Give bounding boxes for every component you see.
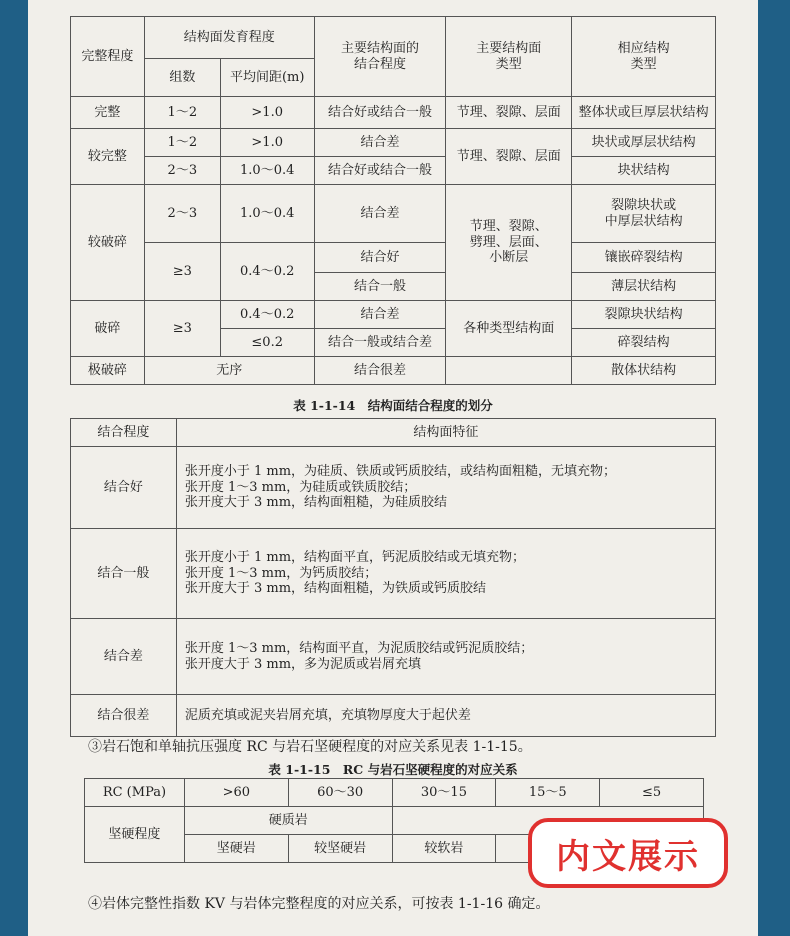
cell: 结合差 bbox=[314, 185, 446, 243]
bond-degree-table bbox=[70, 418, 716, 737]
header-structure: 相应结构 类型 bbox=[572, 17, 716, 97]
row-very-broken: 极破碎 bbox=[71, 357, 145, 385]
cell: 散体状结构 bbox=[572, 357, 716, 385]
table-caption: 表 1-1-14 结构面结合程度的划分 bbox=[293, 398, 493, 413]
table-caption: 表 1-1-15 RC 与岩石坚硬程度的对应关系 bbox=[268, 762, 518, 777]
row-label: 结合一般 bbox=[71, 529, 177, 619]
cell: 60～30 bbox=[288, 779, 392, 807]
header-groups: 组数 bbox=[144, 59, 220, 97]
feature-cell: 张开度小于 1 mm，结构面平直，钙泥质胶结或无填充物； 张开度 1～3 mm，为钙质胶结； 张开度大于 3 mm，结构面粗糙，为铁质或钙质胶结 bbox=[176, 529, 715, 619]
cell: ≤5 bbox=[600, 779, 704, 807]
cell: 块状结构 bbox=[572, 157, 716, 185]
row-label: 结合很差 bbox=[71, 695, 177, 737]
cell: 结合好或结合一般 bbox=[314, 157, 446, 185]
row-fairly-broken: 较破碎 bbox=[71, 185, 145, 301]
cell: >1.0 bbox=[220, 129, 314, 157]
cell: 较软岩 bbox=[392, 835, 496, 863]
cell: 2～3 bbox=[144, 157, 220, 185]
paragraph-3: ③岩石饱和单轴抗压强度 RC 与岩石坚硬程度的对应关系见表 1-1-15。 bbox=[88, 739, 532, 755]
cell: 结合好 bbox=[314, 243, 446, 273]
cell: 裂隙块状或 中厚层状结构 bbox=[572, 185, 716, 243]
cell: 结合一般或结合差 bbox=[314, 329, 446, 357]
book-page bbox=[28, 0, 758, 936]
cell: 1～2 bbox=[144, 97, 220, 129]
rock-integrity-table bbox=[70, 16, 716, 385]
cell: 硬质岩 bbox=[184, 807, 392, 835]
row-fairly-complete: 较完整 bbox=[71, 129, 145, 185]
cell: 1.0～0.4 bbox=[220, 157, 314, 185]
feature-cell: 泥质充填或泥夹岩屑充填，充填物厚度大于起伏差 bbox=[176, 695, 715, 737]
feature-cell: 张开度 1～3 mm，结构面平直，为泥质胶结或钙泥质胶结； 张开度大于 3 mm，多为泥质或岩屑充填 bbox=[176, 619, 715, 695]
paragraph-4: ④岩体完整性指数 KV 与岩体完整程度的对应关系，可按表 1-1-16 确定。 bbox=[88, 896, 550, 912]
cell: 坚硬岩 bbox=[184, 835, 288, 863]
cell: 裂隙块状结构 bbox=[572, 301, 716, 329]
cell: 结合差 bbox=[314, 129, 446, 157]
cell: 结合差 bbox=[314, 301, 446, 329]
cell bbox=[446, 357, 572, 385]
content-preview-badge: 内文展示 bbox=[528, 818, 728, 888]
cell: 30～15 bbox=[392, 779, 496, 807]
header-development: 结构面发育程度 bbox=[144, 17, 314, 59]
header-type: 主要结构面 类型 bbox=[446, 17, 572, 97]
cell: 1～2 bbox=[144, 129, 220, 157]
cell: 各种类型结构面 bbox=[446, 301, 572, 357]
cell: 节理、裂隙、层面 bbox=[446, 97, 572, 129]
cell: 较坚硬岩 bbox=[288, 835, 392, 863]
cell: >60 bbox=[184, 779, 288, 807]
cell: 碎裂结构 bbox=[572, 329, 716, 357]
row-label: 结合差 bbox=[71, 619, 177, 695]
cell: 2～3 bbox=[144, 185, 220, 243]
header-integrity: 完整程度 bbox=[71, 17, 145, 97]
cell: 结合一般 bbox=[314, 273, 446, 301]
header-hardness: 坚硬程度 bbox=[85, 807, 185, 863]
header-feature: 结构面特征 bbox=[176, 419, 715, 447]
cell: 0.4～0.2 bbox=[220, 243, 314, 301]
cell: 节理、裂隙、层面 bbox=[446, 129, 572, 185]
cell: 整体状或巨厚层状结构 bbox=[572, 97, 716, 129]
cell: 结合很差 bbox=[314, 357, 446, 385]
cell: 薄层状结构 bbox=[572, 273, 716, 301]
cell: ≤0.2 bbox=[220, 329, 314, 357]
cell: 块状或厚层状结构 bbox=[572, 129, 716, 157]
cell: 15～5 bbox=[496, 779, 600, 807]
header-bond: 主要结构面的 结合程度 bbox=[314, 17, 446, 97]
header-spacing: 平均间距(m) bbox=[220, 59, 314, 97]
cell: 镶嵌碎裂结构 bbox=[572, 243, 716, 273]
cell: 结合好或结合一般 bbox=[314, 97, 446, 129]
header-rc: RC (MPa) bbox=[85, 779, 185, 807]
cell: 无序 bbox=[144, 357, 314, 385]
feature-cell: 张开度小于 1 mm，为硅质、铁质或钙质胶结，或结构面粗糙，无填充物； 张开度 1～3 mm，为硅质或铁质胶结； 张开度大于 3 mm，结构面粗糙，为硅质胶结 bbox=[176, 447, 715, 529]
row-label: 结合好 bbox=[71, 447, 177, 529]
cell: 1.0～0.4 bbox=[220, 185, 314, 243]
cell: 0.4～0.2 bbox=[220, 301, 314, 329]
cell: ≥3 bbox=[144, 243, 220, 301]
header-bond: 结合程度 bbox=[71, 419, 177, 447]
cell: ≥3 bbox=[144, 301, 220, 357]
cell: >1.0 bbox=[220, 97, 314, 129]
row-complete: 完整 bbox=[71, 97, 145, 129]
cell: 节理、裂隙、 劈理、层面、 小断层 bbox=[446, 185, 572, 301]
row-broken: 破碎 bbox=[71, 301, 145, 357]
